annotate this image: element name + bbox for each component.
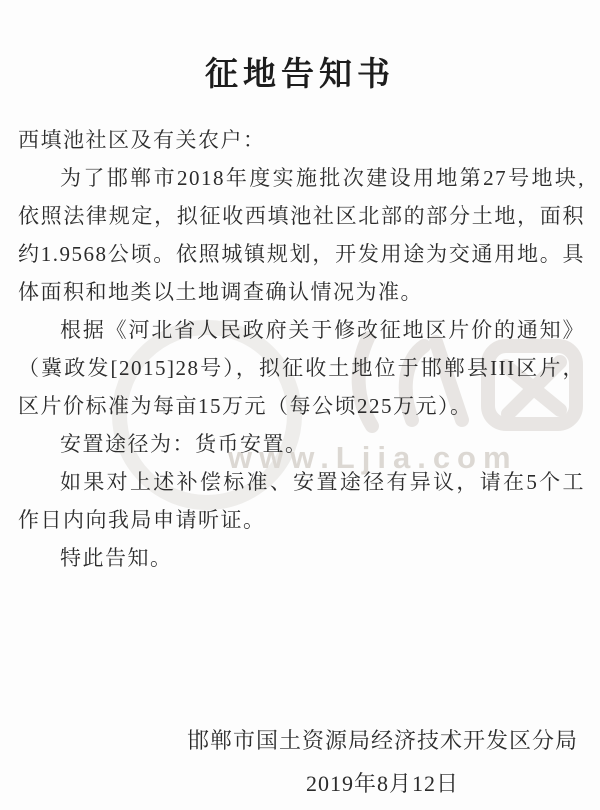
signature-block (187, 719, 578, 805)
paragraph-hearing-notice: 如果对上述补偿标准、安置途径有异议，请在5个工作日内向我局申请听证。 (18, 470, 585, 532)
paragraph-closing: 特此告知。 (60, 546, 173, 570)
document-title: 征地告知书 (205, 55, 395, 92)
paragraph-price-standard: 根据《河北省人民政府关于修改征地区片价的通知》（冀政发[2015]28号），拟征收土地位于邯郸县III区片，区片价标准为每亩15万元（每公顷225万元）。 (18, 318, 585, 418)
issue-date: 2019年8月12日 (305, 771, 459, 796)
salutation: 西填池社区及有关农户： (18, 128, 266, 152)
document-body (18, 121, 585, 577)
paragraph-land-plot: 为了邯郸市2018年度实施批次建设用地第27号地块,依照法律规定，拟征收西填池社区北部的部分土地，面积约1.9568公顷。依照城镇规划，开发用途为交通用地。具体面积和地类以土地调查确认情况为准。 (18, 166, 585, 304)
watermark-url: www.Ljia.com (228, 440, 518, 475)
paragraph-resettlement: 安置途径为：货币安置。 (60, 432, 308, 456)
issuing-authority: 邯郸市国土资源局经济技术开发区分局 (186, 728, 578, 753)
